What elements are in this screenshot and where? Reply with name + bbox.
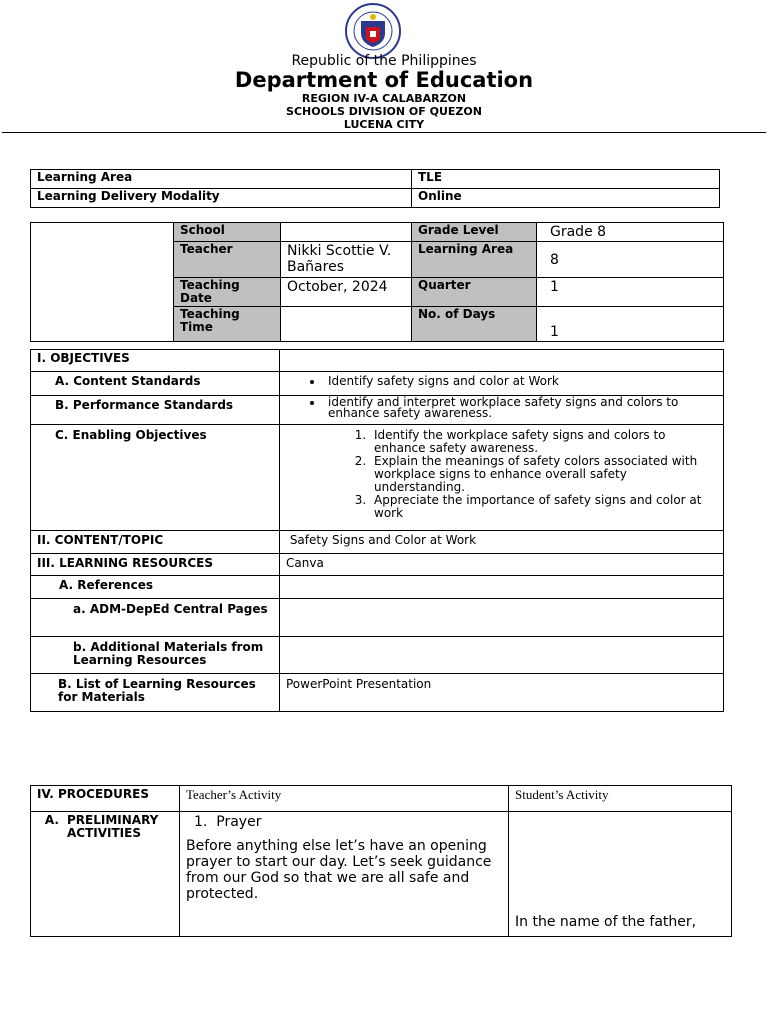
enabling-objective-item: 3. Appreciate the importance of safety signs and color at work [370, 494, 713, 520]
additional-materials-label: b. Additional Materials from Learning Resources [31, 637, 280, 674]
content-standards-item: • Identify safety signs and color at Work [324, 375, 717, 388]
quarter-label: Quarter [412, 278, 537, 307]
enabling-objectives-label: C. Enabling Objectives [31, 425, 280, 531]
learning-area-label-2: Learning Area [412, 242, 537, 278]
objectives-table [30, 349, 724, 712]
objectives-empty [280, 350, 724, 372]
list-resources-value: PowerPoint Presentation [280, 674, 724, 712]
student-response: In the name of the father, [515, 914, 697, 930]
city-text: LUCENA CITY [343, 118, 425, 131]
quarter-value: 1 [537, 278, 724, 307]
learning-area-value-2: 8 [537, 242, 724, 278]
list-resources-label: B. List of Learning Resources for Materials [31, 674, 280, 712]
enabling-objectives-cell [280, 425, 724, 531]
content-topic-value: Safety Signs and Color at Work [280, 531, 724, 554]
prayer-text: Before anything else let’s have an opening prayer to start our day. Let’s seek guidance from our God so that we are all safe and protected. [186, 838, 492, 902]
additional-materials-value [280, 637, 724, 674]
student-activity-header: Student’s Activity [509, 786, 732, 812]
procedures-table [30, 785, 732, 937]
teaching-time-value [281, 307, 412, 342]
enabling-objective-item: 1. Identify the workplace safety signs and colors to enhance safety awareness. [370, 429, 713, 455]
learning-resources-label: III. LEARNING RESOURCES [31, 554, 280, 576]
learning-area-value: TLE [412, 170, 720, 189]
adm-label: a. ADM-DepEd Central Pages [31, 599, 280, 637]
teacher-value: Nikki Scottie V. Bañares [281, 242, 412, 278]
prayer-label: Prayer [216, 814, 262, 830]
days-value: 1 [537, 307, 724, 342]
modality-value: Online [412, 189, 720, 208]
school-label: School [174, 223, 281, 242]
section-letter: A. [44, 813, 59, 827]
enabling-objective-item: 2. Explain the meanings of safety colors associated with workplace signs to enhance overall safety understanding. [370, 455, 713, 494]
performance-standards-item: • identify and interpret workplace safety signs and colors to enhance safety awareness. [324, 397, 717, 419]
teaching-date-label: Teaching Date [174, 278, 281, 307]
references-value [280, 576, 724, 599]
preliminary-activities-label: PRELIMINARY ACTIVITIES [67, 813, 159, 840]
school-value [281, 223, 412, 242]
performance-standards-label: B. Performance Standards [31, 396, 280, 425]
content-standards-cell [280, 372, 724, 396]
content-standards-label: A. Content Standards [31, 372, 280, 396]
objectives-heading: I. OBJECTIVES [31, 350, 280, 372]
adm-value [280, 599, 724, 637]
teacher-info-table [30, 222, 724, 342]
learning-resources-value: Canva [280, 554, 724, 576]
modality-label: Learning Delivery Modality [31, 189, 412, 208]
deped-seal [340, 3, 406, 59]
teacher-activity-header: Teacher’s Activity [180, 786, 509, 812]
student-activity-cell [509, 812, 732, 937]
region-text: REGION IV-A CALABARZON [301, 92, 467, 105]
division-text: SCHOOLS DIVISION OF QUEZON [286, 105, 482, 118]
grade-level-label: Grade Level [412, 223, 537, 242]
department-title: Department of Education [234, 68, 534, 92]
teaching-date-value: October, 2024 [281, 278, 412, 307]
content-topic-label: II. CONTENT/TOPIC [31, 531, 280, 554]
grade-level-value: Grade 8 [537, 223, 724, 242]
procedures-heading: IV. PROCEDURES [31, 786, 180, 812]
teacher-activity-cell: 1. Prayer Before anything else let’s have an opening prayer to start our day. Let’s seek guidance from our God so that we are all safe and protected. [180, 812, 509, 937]
references-label: A. References [31, 576, 280, 599]
teacher-label: Teacher [174, 242, 281, 278]
learning-area-table [30, 169, 720, 208]
days-label: No. of Days [412, 307, 537, 342]
republic-text: Republic of the Philippines [291, 53, 477, 69]
learning-area-label: Learning Area [31, 170, 412, 189]
teaching-time-label: Teaching Time [174, 307, 281, 342]
performance-standards-cell [280, 396, 724, 425]
preliminary-activities-cell [31, 812, 180, 937]
header-divider [2, 132, 766, 133]
blank-cell [31, 223, 174, 342]
